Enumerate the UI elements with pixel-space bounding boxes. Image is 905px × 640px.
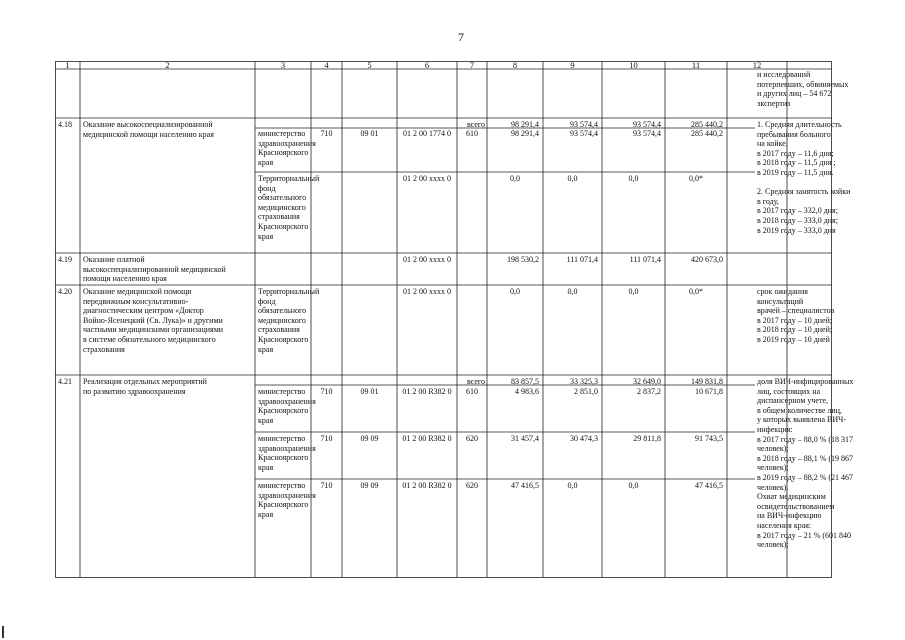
amount: 29 811,8 (633, 434, 661, 443)
col-header: 6 (424, 60, 430, 70)
section-code: 09 01 (360, 129, 379, 138)
amount: 0,0 (628, 481, 639, 490)
amount: 47 416,5 (511, 481, 539, 490)
row-number: 4.18 (58, 120, 72, 129)
col-header: 5 (367, 60, 372, 70)
amount: 0,0 (510, 287, 520, 296)
amount: 47 416,5 (695, 481, 723, 490)
amount: 93 574,4 (570, 129, 598, 138)
col-header: 3 (280, 60, 286, 70)
col-header: 7 (469, 60, 475, 70)
amount: 420 673,0 (691, 255, 723, 264)
org-name: министерство здравоохранения Красноярского края (258, 129, 316, 167)
amount: 0,0 (628, 287, 639, 296)
amount: 0,0 (567, 287, 578, 296)
amount: 93 574,4 (633, 129, 661, 138)
col-header: 8 (512, 60, 518, 70)
target-code: 01 2 00 R382 0 (402, 481, 452, 490)
org-name: Территориальный фонд обязательного медицинского страхования Красноярского края (258, 174, 320, 241)
col-header: 1 (65, 60, 70, 70)
total-value: 93 574,4 (633, 120, 661, 129)
amount: 285 440,2 (691, 129, 723, 138)
amount: 31 457,4 (511, 434, 539, 443)
amount: 0,0* (689, 287, 703, 296)
org-name: министерство здравоохранения Красноярского края (258, 387, 316, 425)
amount: 0,0 (510, 174, 520, 183)
page-number: 7 (458, 30, 464, 44)
target-code: 01 2 00 xxxx 0 (403, 255, 451, 264)
measure-name: Реализация отдельных мероприятий по развитию здравоохранения (83, 377, 207, 396)
grbs-code: 710 (320, 481, 333, 490)
org-name: министерство здравоохранения Красноярского края (258, 434, 316, 472)
amount: 98 291,4 (511, 129, 539, 138)
col-header: 4 (324, 60, 329, 70)
amount: 111 071,4 (566, 255, 598, 264)
col-header: 11 (691, 60, 701, 70)
grbs-code: 710 (320, 434, 333, 443)
col-header: 2 (165, 60, 170, 70)
amount: 91 743,5 (695, 434, 723, 443)
result-text: срок ожидания консультаций врачей – специалистов в 2017 году – 10 дней; в 2018 году – 10 дней; в 2019 году – 10 дней (757, 287, 835, 344)
col-header: 9 (570, 60, 575, 70)
expense-type: 610 (466, 387, 478, 396)
total-label: всего (466, 377, 485, 386)
col-header: 12 (752, 60, 762, 70)
total-value: 93 574,4 (570, 120, 598, 129)
amount: 2 851,0 (574, 387, 598, 396)
result-text: 1. Средняя длительность пребывания больного на койке, в 2017 году – 11,6 дня; в 2018 году – 11,5 дня ; в 2019 году – 11,5 дня. 2. Средняя занятость койки в году, в 2017 году – 332,0 дня; в 2018 году – 333,0 дня; в 2019 году – 333,0 дня (757, 120, 851, 235)
row-number: 4.20 (58, 287, 72, 296)
amount: 30 474,3 (570, 434, 598, 443)
total-value: 32 649,0 (633, 377, 661, 386)
total-value: 285 440,2 (691, 120, 723, 129)
result-text: и исследований потерпевших, обвиняемых и других лиц – 54 672 экспертиз (757, 70, 849, 108)
amount: 0,0 (567, 174, 578, 183)
result-text: доля ВИЧ-инфицированных лиц, состоящих на диспансерном учете, в общем количестве лиц, у которых выявлена ВИЧ- инфекция: в 2017 году – 88,0 % (18 317 человек); в 2018 году – 88,1 % (19 867 человек); в 2019 году – 88,2 % (21 467 человек). Охват медицинским освидетельствованием на ВИЧ-инфекцию населения края: в 2017 году – 21 % (601 840 человек); (757, 377, 854, 550)
measure-name: Оказание медицинской помощи передвижным консультативно- диагностическим центром «Доктор Войно-Ясенецкий (Св. Лука)» и другими частными медицинскими организациями в системе обязательного медицинского страхования (83, 287, 224, 354)
amount: 10 671,8 (695, 387, 723, 396)
amount: 2 837,2 (637, 387, 661, 396)
total-label: всего (466, 120, 485, 129)
target-code: 01 2 00 xxxx 0 (403, 287, 451, 296)
target-code: 01 2 00 R382 0 (402, 434, 452, 443)
total-value: 33 325,3 (570, 377, 598, 386)
total-value: 98 291,4 (511, 120, 539, 129)
expense-type: 620 (466, 434, 478, 443)
grbs-code: 710 (320, 129, 333, 138)
target-code: 01 2 00 R382 0 (402, 387, 452, 396)
measure-name: Оказание высокоспециализированной медицинской помощи населению края (83, 120, 214, 139)
amount: 0,0 (567, 481, 578, 490)
total-value: 149 831,8 (691, 377, 723, 386)
amount: 0,0 (628, 174, 639, 183)
amount: 198 530,2 (507, 255, 539, 264)
total-value: 83 857,5 (511, 377, 539, 386)
target-code: 01 2 00 xxxx 0 (403, 174, 451, 183)
col-header: 10 (629, 60, 638, 70)
amount: 0,0* (689, 174, 703, 183)
row-number: 4.19 (58, 255, 72, 264)
expense-type: 620 (466, 481, 478, 490)
amount: 111 071,4 (629, 255, 661, 264)
org-name: Территориальный фонд обязательного медицинского страхования Красноярского края (258, 287, 320, 354)
row-number: 4.21 (58, 377, 72, 386)
section-code: 09 01 (360, 387, 379, 396)
scan-mark (2, 626, 4, 638)
expense-type: 610 (466, 129, 478, 138)
target-code: 01 2 00 1774 0 (403, 129, 451, 138)
grbs-code: 710 (320, 387, 333, 396)
measure-name: Оказание платной высокоспециализированной медицинской помощи населению края (83, 255, 226, 284)
amount: 4 983,6 (515, 387, 539, 396)
org-name: министерство здравоохранения Красноярского края (258, 481, 316, 519)
section-code: 09 09 (360, 481, 379, 490)
section-code: 09 09 (360, 434, 379, 443)
